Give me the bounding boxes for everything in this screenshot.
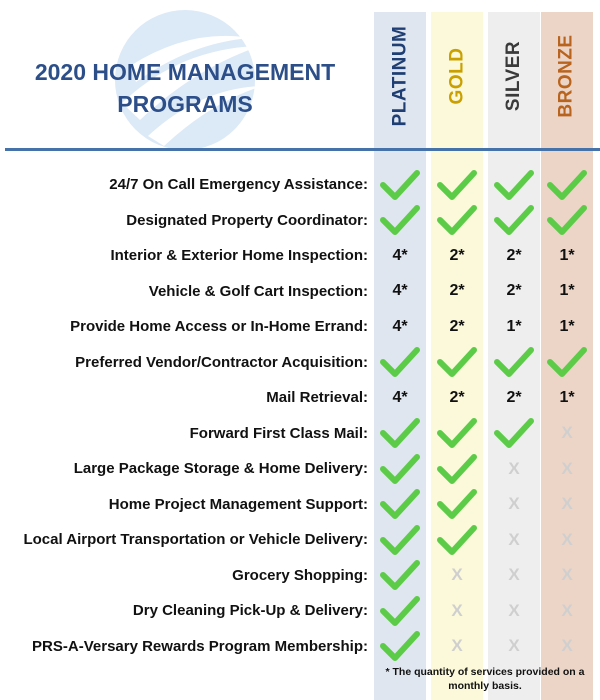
quantity-silver — [488, 309, 540, 345]
x-mark-bronze: X — [561, 600, 573, 620]
quantity-value: 2* — [506, 282, 522, 300]
check-icon — [541, 167, 593, 203]
service-row — [0, 167, 600, 203]
service-row — [0, 416, 600, 452]
service-label: Mail Retrieval: — [266, 389, 368, 407]
quantity-value: 4* — [392, 388, 408, 406]
quantity-platinum — [374, 380, 426, 416]
service-row — [0, 487, 600, 523]
quantity-bronze — [541, 238, 593, 274]
quantity-value: 2* — [449, 282, 465, 300]
x-mark-gold: X — [451, 565, 463, 585]
x-icon — [488, 522, 540, 558]
check-icon — [541, 345, 593, 381]
quantity-silver — [488, 274, 540, 310]
tier-label-bronze: BRONZE — [556, 34, 578, 118]
quantity-bronze — [541, 309, 593, 345]
x-icon — [431, 558, 483, 594]
quantity-value: 4* — [392, 282, 408, 300]
service-row — [0, 274, 600, 310]
quantity-gold — [431, 380, 483, 416]
x-mark-gold: X — [451, 600, 463, 620]
check-icon — [374, 345, 426, 381]
quantity-gold — [431, 274, 483, 310]
x-mark-bronze: X — [561, 494, 573, 514]
x-mark-silver: X — [508, 494, 520, 514]
service-row — [0, 203, 600, 239]
tier-header-gold — [431, 12, 483, 140]
x-icon — [541, 558, 593, 594]
check-icon — [374, 451, 426, 487]
check-icon — [374, 593, 426, 629]
tier-label-gold: GOLD — [446, 47, 468, 105]
tier-label-platinum: PLATINUM — [389, 25, 410, 127]
tier-label-silver: SILVER — [503, 40, 524, 112]
quantity-value: 2* — [449, 246, 465, 264]
quantity-silver — [488, 238, 540, 274]
page-title — [0, 56, 370, 120]
x-icon — [431, 629, 483, 665]
quantity-value: 4* — [392, 317, 408, 335]
x-icon — [541, 487, 593, 523]
x-icon — [488, 487, 540, 523]
check-icon — [431, 416, 483, 452]
check-icon — [374, 203, 426, 239]
x-mark-silver: X — [508, 636, 520, 656]
quantity-value: 2* — [506, 388, 522, 406]
footnote — [372, 665, 598, 693]
check-icon — [374, 167, 426, 203]
service-row — [0, 558, 600, 594]
x-icon — [488, 558, 540, 594]
check-icon — [374, 487, 426, 523]
service-label: Home Project Management Support: — [108, 495, 368, 513]
title-line-2: PROGRAMS — [117, 91, 253, 117]
x-mark-bronze: X — [561, 423, 573, 443]
title-line-1: 2020 HOME MANAGEMENT — [34, 59, 336, 85]
header-divider — [5, 148, 600, 151]
service-label: Grocery Shopping: — [232, 566, 368, 584]
quantity-value: 4* — [392, 246, 408, 264]
check-icon — [431, 451, 483, 487]
service-label: Designated Property Coordinator: — [126, 211, 368, 229]
tier-header-bronze — [541, 12, 593, 140]
check-icon — [431, 203, 483, 239]
services-table — [0, 167, 600, 664]
x-icon — [541, 593, 593, 629]
service-row — [0, 238, 600, 274]
service-label: Dry Cleaning Pick-Up & Delivery: — [132, 602, 368, 620]
service-label: Local Airport Transportation or Vehicle Delivery: — [23, 531, 368, 549]
quantity-gold — [431, 238, 483, 274]
check-icon — [374, 416, 426, 452]
service-row — [0, 309, 600, 345]
quantity-gold — [431, 309, 483, 345]
service-label: 24/7 On Call Emergency Assistance: — [109, 176, 368, 194]
x-icon — [488, 593, 540, 629]
x-icon — [541, 451, 593, 487]
x-mark-bronze: X — [561, 458, 573, 478]
x-mark-silver: X — [508, 458, 520, 478]
x-icon — [541, 416, 593, 452]
service-label: Interior & Exterior Home Inspection: — [110, 247, 368, 265]
check-icon — [431, 487, 483, 523]
check-icon — [431, 167, 483, 203]
x-mark-bronze: X — [561, 529, 573, 549]
x-icon — [488, 451, 540, 487]
service-row — [0, 451, 600, 487]
service-label: Provide Home Access or In-Home Errand: — [70, 318, 368, 336]
quantity-value: 1* — [559, 317, 575, 335]
check-icon — [431, 522, 483, 558]
x-icon — [488, 629, 540, 665]
footnote-line-1: * The quantity of services provided on a — [385, 666, 585, 678]
check-icon — [541, 203, 593, 239]
quantity-value: 2* — [506, 246, 522, 264]
quantity-value: 1* — [506, 317, 522, 335]
service-row — [0, 522, 600, 558]
check-icon — [488, 416, 540, 452]
service-label: Preferred Vendor/Contractor Acquisition: — [75, 353, 368, 371]
service-label: Large Package Storage & Home Delivery: — [73, 460, 368, 478]
service-label: Vehicle & Golf Cart Inspection: — [148, 282, 368, 300]
check-icon — [488, 167, 540, 203]
footnote-line-2: monthly basis. — [448, 680, 522, 692]
service-label: PRS-A-Versary Rewards Program Membership: — [32, 637, 368, 655]
x-mark-bronze: X — [561, 636, 573, 656]
quantity-silver — [488, 380, 540, 416]
check-icon — [374, 558, 426, 594]
check-icon — [488, 203, 540, 239]
service-row — [0, 345, 600, 381]
x-mark-silver: X — [508, 565, 520, 585]
check-icon — [374, 522, 426, 558]
check-icon — [374, 629, 426, 665]
tier-header-platinum — [374, 12, 426, 140]
x-mark-bronze: X — [561, 565, 573, 585]
quantity-value: 1* — [559, 246, 575, 264]
quantity-platinum — [374, 274, 426, 310]
x-icon — [541, 629, 593, 665]
quantity-bronze — [541, 380, 593, 416]
quantity-value: 2* — [449, 317, 465, 335]
service-label: Forward First Class Mail: — [189, 424, 368, 442]
x-icon — [541, 522, 593, 558]
tier-header-silver — [488, 12, 540, 140]
quantity-platinum — [374, 309, 426, 345]
quantity-platinum — [374, 238, 426, 274]
x-mark-silver: X — [508, 529, 520, 549]
check-icon — [431, 345, 483, 381]
service-row — [0, 629, 600, 665]
quantity-value: 2* — [449, 388, 465, 406]
quantity-value: 1* — [559, 282, 575, 300]
service-row — [0, 380, 600, 416]
service-row — [0, 593, 600, 629]
quantity-bronze — [541, 274, 593, 310]
x-mark-silver: X — [508, 600, 520, 620]
x-icon — [431, 593, 483, 629]
x-mark-gold: X — [451, 636, 463, 656]
quantity-value: 1* — [559, 388, 575, 406]
check-icon — [488, 345, 540, 381]
